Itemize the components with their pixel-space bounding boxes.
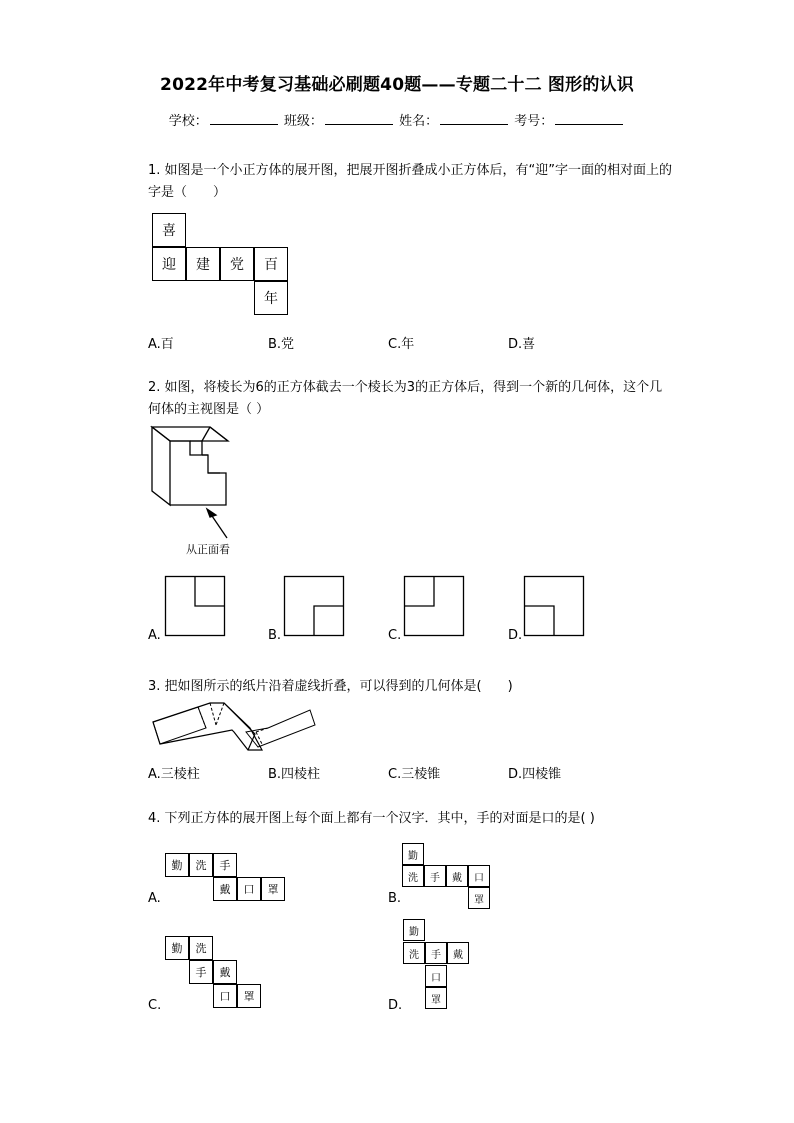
q4-option-d-net xyxy=(403,919,473,1011)
net-face: 勤 xyxy=(165,936,189,960)
net-face: 洗 xyxy=(402,865,424,887)
q2-option-d[interactable]: D. xyxy=(508,628,523,643)
q2-option-b[interactable]: B. xyxy=(268,628,282,643)
q4-option-a-net xyxy=(165,853,285,901)
net-face: 罩 xyxy=(237,984,261,1008)
page-title: 2022年中考复习基础必刷题40题——专题二十二 图形的认识 xyxy=(160,75,634,95)
net-face: 建 xyxy=(186,247,220,281)
q3-option-c[interactable]: C.三棱锥 xyxy=(388,767,441,782)
q1-option-b[interactable]: B.党 xyxy=(268,337,295,352)
question-2-text: 2. 如图，将棱长为6的正方体截去一个棱长为3的正方体后，得到一个新的几何体，这个几何体的主视图是（ ） xyxy=(148,380,663,417)
q2-option-c-figure xyxy=(404,576,464,636)
net-face: 罩 xyxy=(425,987,447,1009)
q3-paper-strip xyxy=(150,700,325,750)
student-info-line xyxy=(0,110,794,129)
net-face: 口 xyxy=(237,877,261,901)
net-face: 戴 xyxy=(446,865,468,887)
question-3-text: 3. 把如图所示的纸片沿着虚线折叠，可以得到的几何体是( ) xyxy=(148,679,513,694)
q1-option-d[interactable]: D.喜 xyxy=(508,337,536,352)
q1-option-c[interactable]: C.年 xyxy=(388,337,415,352)
q2-option-a[interactable]: A. xyxy=(148,628,161,643)
q4-option-a[interactable]: A. xyxy=(148,891,161,906)
net-face: 洗 xyxy=(403,942,425,964)
q3-option-d[interactable]: D.四棱锥 xyxy=(508,767,562,782)
net-face: 手 xyxy=(189,960,213,984)
q1-option-a[interactable]: A.百 xyxy=(148,337,174,352)
q1-cube-net xyxy=(152,213,292,318)
name-blank[interactable] xyxy=(440,112,508,125)
q2-view-label: 从正面看 xyxy=(186,543,230,556)
q2-option-b-figure xyxy=(284,576,344,636)
net-face: 迎 xyxy=(152,247,186,281)
q3-option-a[interactable]: A.三棱柱 xyxy=(148,767,200,782)
net-face: 年 xyxy=(254,281,288,315)
school-blank[interactable] xyxy=(210,112,278,125)
q2-solid-figure xyxy=(150,425,240,545)
name-label: 姓名： xyxy=(399,114,439,129)
q4-option-d[interactable]: D. xyxy=(388,998,403,1013)
q4-option-c-net xyxy=(165,936,265,1010)
net-face: 勤 xyxy=(403,919,425,941)
net-face: 勤 xyxy=(402,843,424,865)
net-face: 口 xyxy=(213,984,237,1008)
exam-no-label: 考号： xyxy=(514,114,554,129)
net-face: 罩 xyxy=(261,877,285,901)
net-face: 戴 xyxy=(447,942,469,964)
net-face: 党 xyxy=(220,247,254,281)
q2-option-d-figure xyxy=(524,576,584,636)
net-face: 喜 xyxy=(152,213,186,247)
net-face: 洗 xyxy=(189,853,213,877)
q2-option-c[interactable]: C. xyxy=(388,628,402,643)
net-face: 口 xyxy=(425,965,447,987)
net-face: 百 xyxy=(254,247,288,281)
q4-option-c[interactable]: C. xyxy=(148,998,162,1013)
question-4-text: 4. 下列正方体的展开图上每个面上都有一个汉字．其中，手的对面是口的是( ) xyxy=(148,811,595,826)
net-face: 口 xyxy=(468,865,490,887)
question-1-text: 1. 如图是一个小正方体的展开图，把展开图折叠成小正方体后，有“迎”字一面的相对面上的字是（ ） xyxy=(148,163,673,200)
net-face: 戴 xyxy=(213,960,237,984)
class-label: 班级： xyxy=(283,114,323,129)
q2-option-a-figure xyxy=(165,576,225,636)
net-face: 洗 xyxy=(189,936,213,960)
net-face: 勤 xyxy=(165,853,189,877)
school-label: 学校： xyxy=(168,114,208,129)
net-face: 手 xyxy=(213,853,237,877)
class-blank[interactable] xyxy=(325,112,393,125)
q4-option-b-net xyxy=(402,843,490,909)
q4-option-b[interactable]: B. xyxy=(388,891,402,906)
exam-no-blank[interactable] xyxy=(555,112,623,125)
net-face: 戴 xyxy=(213,877,237,901)
net-face: 罩 xyxy=(468,887,490,909)
net-face: 手 xyxy=(424,865,446,887)
net-face: 手 xyxy=(425,942,447,964)
q3-option-b[interactable]: B.四棱柱 xyxy=(268,767,321,782)
